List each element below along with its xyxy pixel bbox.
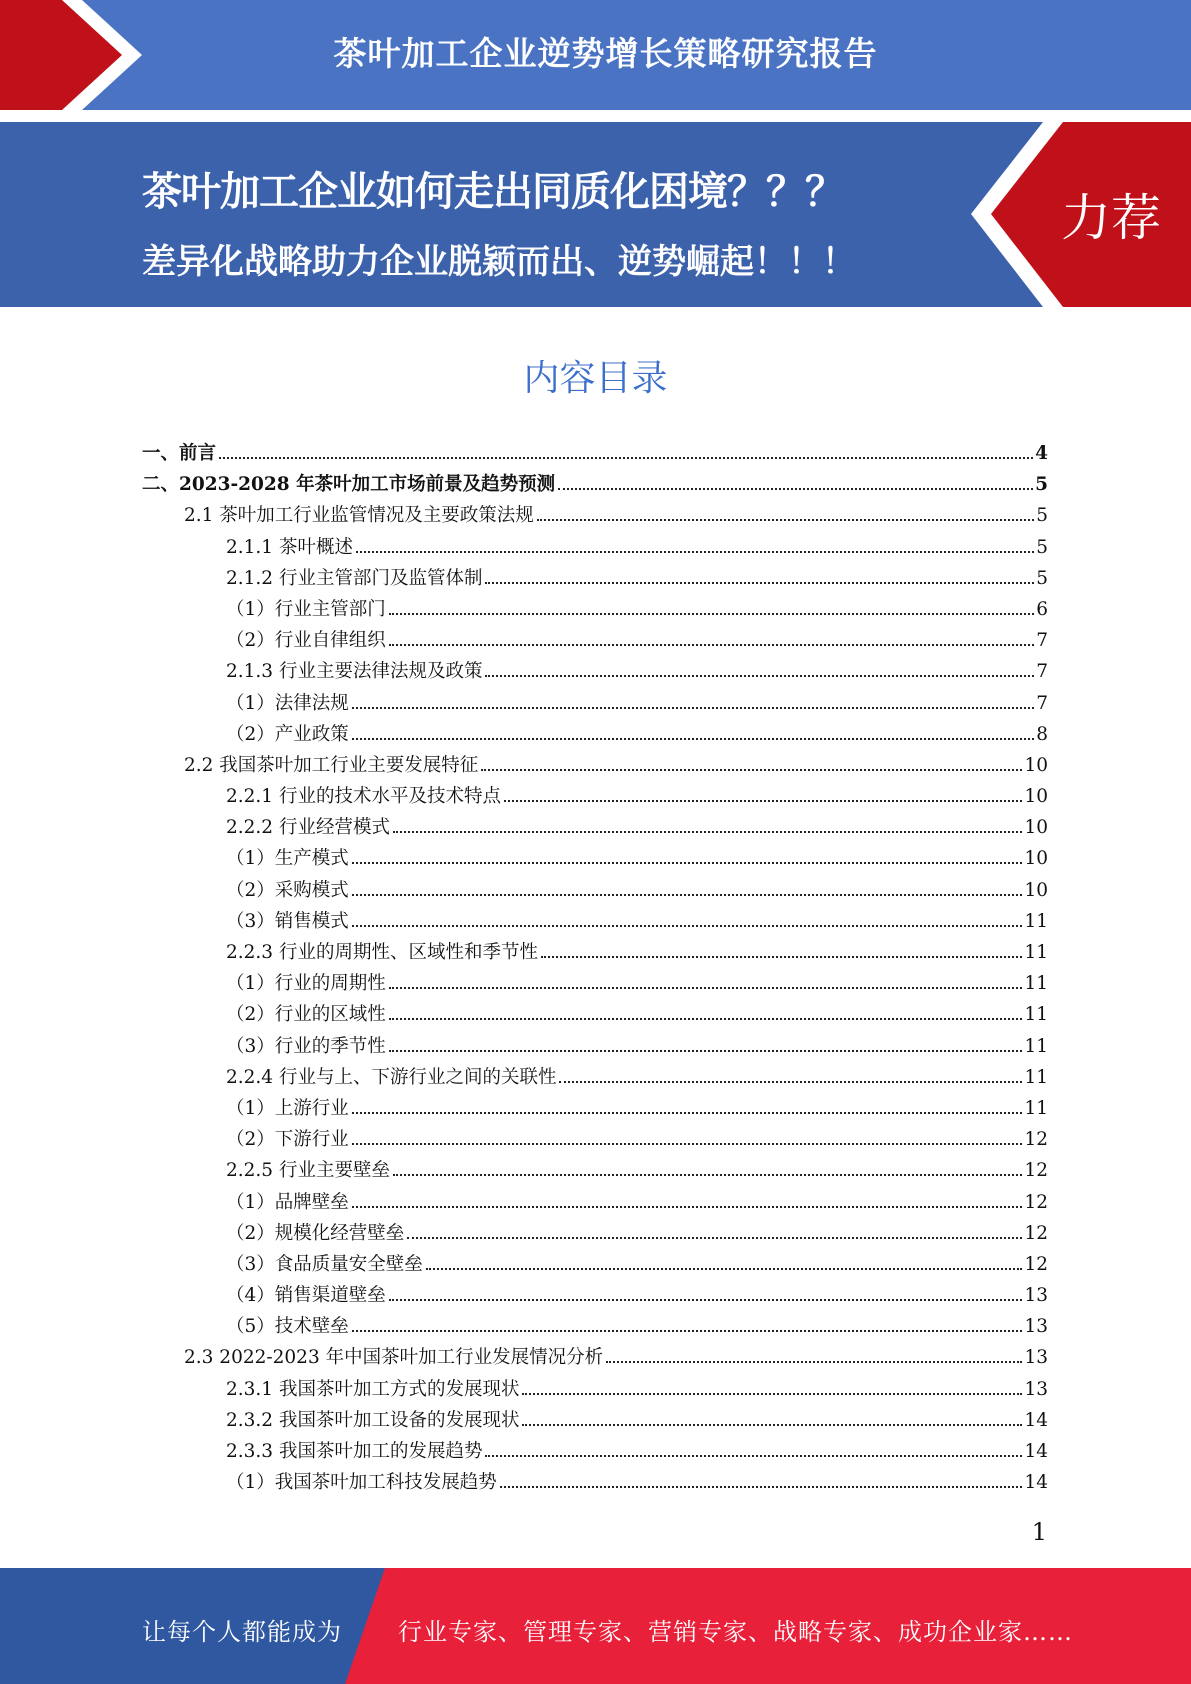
toc-entry-label: （2）行业自律组织 [226,630,386,652]
toc-entry-page: 13 [1024,1378,1048,1400]
toc-entry-page: 6 [1036,598,1048,620]
toc-entry[interactable] [142,438,1048,469]
toc-leader-dots [352,894,1023,896]
footer-slogan-left: 让每个人都能成为 [142,1618,342,1646]
toc-leader-dots [504,800,1022,802]
toc-entry-page: 7 [1036,630,1048,652]
toc-leader-dots [393,1174,1022,1176]
toc-entry-label: （2）规模化经营壁垒 [226,1222,405,1244]
toc-entry-page: 13 [1024,1316,1048,1338]
toc-entry[interactable] [142,1155,1048,1186]
toc-leader-dots [606,1361,1022,1363]
toc-leader-dots [485,582,1034,584]
toc-entry[interactable] [142,1062,1048,1093]
toc-entry[interactable] [142,812,1048,843]
toc-leader-dots [389,644,1034,646]
toc-entry-label: 2.1 茶叶加工行业监管情况及主要政策法规 [184,505,534,527]
toc-title: 内容目录 [523,358,668,399]
toc-entry[interactable] [142,875,1048,906]
toc-entry-page: 11 [1024,1097,1048,1119]
toc-entry-page: 10 [1024,817,1048,839]
toc-entry[interactable] [142,1249,1048,1280]
toc-entry[interactable] [142,750,1048,781]
toc-leader-dots [485,1455,1022,1457]
toc-leader-dots [500,1486,1023,1488]
toc-entry[interactable] [142,1374,1048,1405]
toc-entry-page: 10 [1024,848,1048,870]
toc-entry[interactable] [142,688,1048,719]
toc-entry-label: 2.3.2 我国茶叶加工设备的发展现状 [226,1409,520,1431]
toc-entry-page: 4 [1035,443,1048,464]
toc-entry-page: 11 [1024,973,1048,995]
toc-entry-page: 5 [1036,505,1048,527]
toc-entry[interactable] [142,500,1048,531]
toc-entry-page: 14 [1024,1409,1048,1431]
toc-leader-dots [522,1393,1022,1395]
toc-entry-label: （1）行业主管部门 [226,598,386,620]
toc-leader-dots [389,1299,1023,1301]
toc-entry-page: 11 [1024,942,1048,963]
toc-entry-label: （1）行业的周期性 [226,973,386,995]
toc-entry[interactable] [142,906,1048,937]
toc-entry-page: 10 [1024,879,1048,901]
toc-leader-dots [407,1237,1022,1239]
toc-entry[interactable] [142,469,1048,500]
toc-entry-page: 11 [1024,910,1048,932]
toc-entry[interactable] [142,999,1048,1030]
toc-entry-label: 2.2.5 行业主要壁垒 [226,1160,390,1182]
toc-entry-page: 5 [1036,536,1048,558]
toc-entry-label: （2）行业的区域性 [226,1004,386,1026]
toc-leader-dots [352,1143,1023,1145]
toc-entry-page: 10 [1024,786,1048,808]
toc-entry-label: 2.1.1 茶叶概述 [226,536,353,558]
toc-entry-label: （2）采购模式 [226,879,349,901]
toc-entry-page: 8 [1036,723,1048,745]
page-number: 1 [1031,1518,1047,1546]
toc-entry-label: （2）产业政策 [226,723,349,745]
toc-entry[interactable] [142,1342,1048,1373]
footer [0,1568,1191,1684]
toc-leader-dots [426,1268,1023,1270]
toc-entry[interactable] [142,1218,1048,1249]
toc-leader-dots [559,1081,1022,1083]
toc-entry-page: 12 [1024,1160,1048,1182]
toc-entry[interactable] [142,1187,1048,1218]
toc-entry[interactable] [142,719,1048,750]
toc-entry[interactable] [142,1405,1048,1436]
toc-leader-dots [485,675,1034,677]
toc-leader-dots [481,769,1022,771]
footer-slogan-right: 行业专家、管理专家、营销专家、战略专家、成功企业家…… [398,1618,1073,1646]
toc-entry-page: 12 [1024,1191,1048,1213]
toc-entry-label: 2.3.3 我国茶叶加工的发展趋势 [226,1441,483,1462]
toc-entry-page: 12 [1024,1222,1048,1244]
headline-answer: 差异化战略助力企业脱颖而出、逆势崛起！！！ [142,242,856,282]
toc-entry[interactable] [142,1031,1048,1062]
toc-entry-page: 11 [1024,1035,1048,1057]
toc-entry[interactable] [142,1467,1048,1498]
toc-entry[interactable] [142,656,1048,687]
toc-entry-label: （3）销售模式 [226,910,349,932]
toc-entry-label: （3）食品质量安全壁垒 [226,1253,423,1275]
toc-leader-dots [389,613,1034,615]
toc-leader-dots [389,987,1023,989]
toc-entry-label: 二、2023-2028 年茶叶加工市场前景及趋势预测 [142,474,556,496]
toc-entry-label: 2.1.2 行业主管部门及监管体制 [226,567,483,589]
toc-entry-label: （1）我国茶叶加工科技发展趋势 [226,1472,497,1494]
toc-entry[interactable] [142,781,1048,812]
toc-entry-page: 11 [1024,1066,1048,1088]
toc-entry[interactable] [142,937,1048,968]
toc-entry-label: 2.2.4 行业与上、下游行业之间的关联性 [226,1066,557,1088]
toc-entry-page: 5 [1036,567,1048,589]
toc-leader-dots [219,457,1033,459]
toc-leader-dots [352,1206,1023,1208]
toc-entry-label: 一、前言 [142,443,217,464]
toc-entry-label: 2.1.3 行业主要法律法规及政策 [226,661,483,683]
toc-leader-dots [537,519,1034,521]
toc-entry-page: 12 [1024,1129,1048,1151]
toc-entry[interactable] [142,1124,1048,1155]
toc-entry-label: （4）销售渠道壁垒 [226,1285,386,1307]
toc-leader-dots [356,551,1034,553]
toc-leader-dots [352,707,1034,709]
toc-entry-label: 2.2.1 行业的技术水平及技术特点 [226,786,501,808]
toc-entry[interactable] [142,563,1048,594]
toc-leader-dots [389,1050,1023,1052]
toc-entry-page: 13 [1024,1347,1048,1369]
toc-entry-label: 2.2.2 行业经营模式 [226,817,390,839]
toc-entry-label: 2.2 我国茶叶加工行业主要发展特征 [184,754,479,776]
toc-entry-page: 14 [1024,1472,1048,1494]
table-of-contents [142,438,1048,1498]
toc-entry-page: 11 [1024,1004,1048,1026]
toc-entry[interactable] [142,1093,1048,1124]
toc-leader-dots [558,488,1033,490]
recommend-badge: 力荐 [1061,189,1161,247]
toc-leader-dots [352,1112,1023,1114]
toc-entry-page: 13 [1024,1285,1048,1307]
toc-entry[interactable] [142,1311,1048,1342]
toc-entry-label: （2）下游行业 [226,1129,349,1151]
toc-entry-label: （1）生产模式 [226,848,349,870]
toc-entry-page: 7 [1036,692,1048,714]
toc-entry-label: （5）技术壁垒 [226,1316,349,1338]
toc-leader-dots [352,925,1023,927]
toc-leader-dots [522,1424,1022,1426]
toc-entry-label: 2.3 2022-2023 年中国茶叶加工行业发展情况分析 [184,1347,604,1369]
toc-entry-label: （1）法律法规 [226,692,349,714]
report-title: 茶叶加工企业逆势增长策略研究报告 [333,34,878,73]
toc-entry-page: 5 [1035,474,1048,496]
headline-question: 茶叶加工企业如何走出同质化困境？？？ [142,169,844,215]
toc-leader-dots [352,1330,1023,1332]
toc-entry-label: 2.3.1 我国茶叶加工方式的发展现状 [226,1378,520,1400]
toc-entry-label: （1）品牌壁垒 [226,1191,349,1213]
toc-entry-label: （1）上游行业 [226,1097,349,1119]
toc-entry-page: 14 [1024,1441,1048,1462]
toc-leader-dots [389,1018,1023,1020]
toc-leader-dots [393,831,1022,833]
toc-entry-page: 7 [1036,661,1048,683]
toc-leader-dots [541,956,1022,958]
toc-entry-label: 2.2.3 行业的周期性、区域性和季节性 [226,942,538,963]
toc-entry-page: 10 [1024,754,1048,776]
toc-entry-page: 12 [1024,1253,1048,1275]
toc-entry-label: （3）行业的季节性 [226,1035,386,1057]
toc-entry[interactable] [142,625,1048,656]
toc-leader-dots [352,738,1034,740]
toc-entry[interactable] [142,1280,1048,1311]
toc-entry[interactable] [142,1436,1048,1467]
toc-leader-dots [352,862,1023,864]
toc-entry[interactable] [142,968,1048,999]
toc-entry[interactable] [142,843,1048,874]
toc-entry[interactable] [142,532,1048,563]
toc-entry[interactable] [142,594,1048,625]
